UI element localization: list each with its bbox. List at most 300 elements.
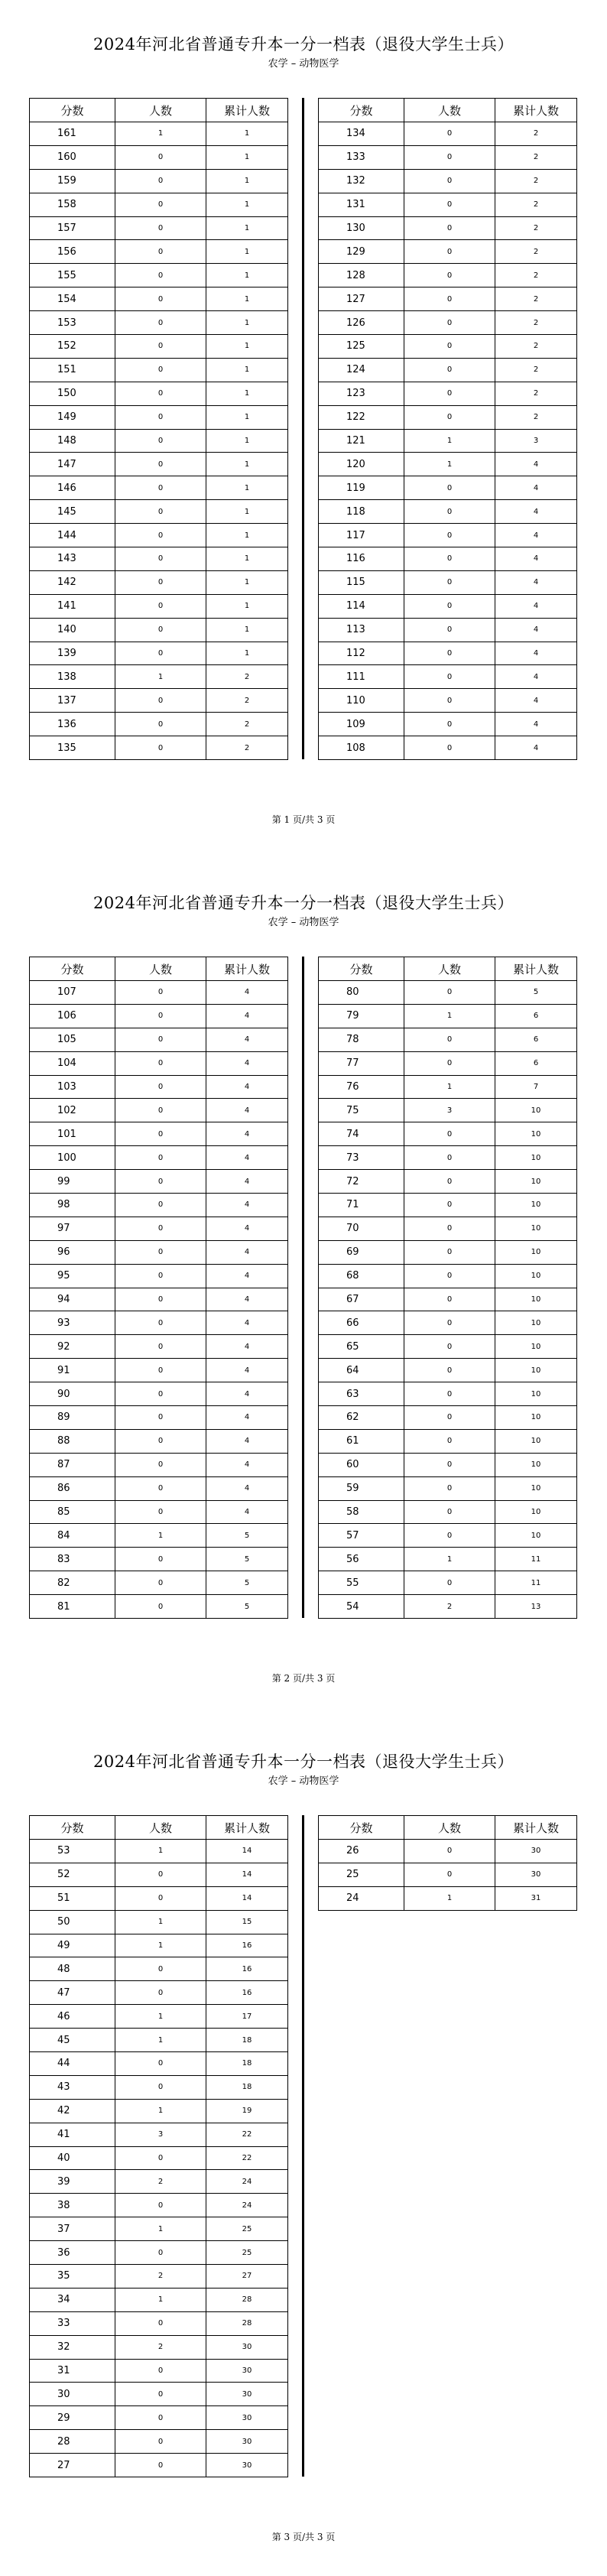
table-row [30, 1406, 288, 1430]
page-title: 2024年河北省普通专升本一分一档表（退役大学生士兵） [93, 1753, 514, 1771]
cumulative-cell: 4 [495, 570, 577, 594]
cumulative-cell: 30 [206, 2359, 288, 2383]
score-cell: 77 [319, 1051, 404, 1075]
cumulative-header: 累计人数 [206, 1816, 288, 1840]
cumulative-cell: 25 [206, 2217, 288, 2241]
cumulative-header: 累计人数 [206, 99, 288, 122]
table-row [319, 1524, 577, 1548]
count-cell: 0 [404, 169, 495, 193]
count-cell: 2 [404, 1595, 495, 1619]
score-cell: 86 [30, 1476, 115, 1500]
score-cell: 70 [319, 1217, 404, 1240]
table-row [30, 2359, 288, 2383]
cumulative-cell: 1 [206, 145, 288, 169]
table-row [319, 1500, 577, 1524]
score-cell: 112 [319, 642, 404, 665]
table-row [30, 2311, 288, 2335]
score-cell: 158 [30, 193, 115, 216]
table-header-row [30, 1816, 288, 1840]
count-cell: 0 [404, 1028, 495, 1051]
count-cell: 0 [115, 2383, 206, 2406]
cumulative-cell: 10 [495, 1335, 577, 1359]
cumulative-cell: 2 [495, 382, 577, 405]
cumulative-cell: 10 [495, 1500, 577, 1524]
table-row [319, 264, 577, 287]
count-cell: 0 [115, 476, 206, 500]
score-cell: 87 [30, 1453, 115, 1476]
table-row [30, 1004, 288, 1028]
score-cell: 93 [30, 1311, 115, 1335]
score-cell: 84 [30, 1524, 115, 1548]
cumulative-cell: 16 [206, 1957, 288, 1981]
score-cell: 108 [319, 736, 404, 760]
count-cell: 0 [115, 2454, 206, 2477]
table-row [30, 216, 288, 240]
score-cell: 129 [319, 240, 404, 264]
count-cell: 0 [115, 736, 206, 760]
score-cell: 127 [319, 287, 404, 311]
count-cell: 0 [115, 547, 206, 571]
table-row [30, 1099, 288, 1122]
score-cell: 30 [30, 2383, 115, 2406]
count-cell: 0 [404, 1240, 495, 1264]
table-row [30, 500, 288, 524]
cumulative-cell: 5 [495, 981, 577, 1005]
score-cell: 105 [30, 1028, 115, 1051]
table-header-row [319, 99, 577, 122]
score-cell: 140 [30, 618, 115, 642]
count-cell: 0 [404, 405, 495, 429]
table-row [319, 311, 577, 335]
score-cell: 46 [30, 2005, 115, 2029]
table-row [30, 689, 288, 713]
cumulative-cell: 4 [495, 453, 577, 476]
table-row [30, 1595, 288, 1619]
count-header: 人数 [404, 957, 495, 981]
table-row [319, 1264, 577, 1288]
cumulative-cell: 10 [495, 1382, 577, 1406]
cumulative-cell: 4 [206, 1099, 288, 1122]
table-row [30, 1910, 288, 1934]
score-cell: 55 [319, 1571, 404, 1595]
table-row [319, 429, 577, 453]
count-cell: 1 [404, 1548, 495, 1571]
count-cell: 0 [404, 1146, 495, 1170]
table-row [30, 145, 288, 169]
count-cell: 1 [115, 122, 206, 146]
count-cell: 0 [404, 736, 495, 760]
cumulative-cell: 4 [206, 1406, 288, 1430]
cumulative-cell: 28 [206, 2288, 288, 2311]
table-row [319, 642, 577, 665]
count-cell: 1 [115, 1524, 206, 1548]
table-row [319, 1359, 577, 1382]
count-cell: 1 [115, 1910, 206, 1934]
count-cell: 0 [115, 713, 206, 736]
cumulative-cell: 2 [495, 169, 577, 193]
table-row [30, 1500, 288, 1524]
table-row [30, 736, 288, 760]
table-row [30, 524, 288, 547]
count-cell: 0 [404, 618, 495, 642]
score-cell: 82 [30, 1571, 115, 1595]
table-row [30, 2099, 288, 2123]
count-cell: 0 [115, 2241, 206, 2265]
cumulative-cell: 30 [206, 2454, 288, 2477]
score-cell: 59 [319, 1476, 404, 1500]
score-cell: 25 [319, 1863, 404, 1886]
cumulative-cell: 7 [495, 1075, 577, 1099]
cumulative-cell: 22 [206, 2146, 288, 2170]
cumulative-cell: 30 [206, 2406, 288, 2430]
score-cell: 66 [319, 1311, 404, 1335]
cumulative-cell: 1 [206, 335, 288, 359]
score-cell: 154 [30, 287, 115, 311]
score-table-left [29, 957, 288, 1619]
count-cell: 0 [404, 335, 495, 359]
score-cell: 61 [319, 1429, 404, 1453]
cumulative-cell: 5 [206, 1548, 288, 1571]
table-row [30, 2288, 288, 2311]
cumulative-cell: 1 [206, 618, 288, 642]
cumulative-cell: 1 [206, 453, 288, 476]
score-cell: 103 [30, 1075, 115, 1099]
score-cell: 117 [319, 524, 404, 547]
count-cell: 0 [115, 264, 206, 287]
count-cell: 1 [115, 2029, 206, 2052]
table-row [30, 1476, 288, 1500]
score-cell: 126 [319, 311, 404, 335]
cumulative-cell: 10 [495, 1217, 577, 1240]
score-cell: 42 [30, 2099, 115, 2123]
count-cell: 0 [115, 1382, 206, 1406]
table-row [319, 1004, 577, 1028]
table-row [30, 2454, 288, 2477]
table-row [319, 335, 577, 359]
table-row [319, 145, 577, 169]
count-cell: 0 [115, 1075, 206, 1099]
count-cell: 0 [404, 594, 495, 618]
count-cell: 0 [115, 1595, 206, 1619]
score-cell: 88 [30, 1429, 115, 1453]
column-divider [302, 957, 304, 1618]
score-cell: 73 [319, 1146, 404, 1170]
table-row [30, 2052, 288, 2076]
count-cell: 0 [404, 193, 495, 216]
score-cell: 37 [30, 2217, 115, 2241]
table-row [30, 1122, 288, 1146]
table-row [30, 1194, 288, 1217]
score-table-left [29, 1815, 288, 2477]
score-table-left [29, 98, 288, 760]
cumulative-cell: 4 [206, 1264, 288, 1288]
table-row [319, 1886, 577, 1910]
score-cell: 143 [30, 547, 115, 571]
count-cell: 0 [404, 665, 495, 689]
count-cell: 0 [404, 1170, 495, 1194]
score-cell: 92 [30, 1335, 115, 1359]
score-cell: 152 [30, 335, 115, 359]
score-header: 分数 [319, 957, 404, 981]
table-row [319, 1288, 577, 1311]
count-cell: 0 [404, 287, 495, 311]
count-cell: 1 [115, 1934, 206, 1957]
score-cell: 24 [319, 1886, 404, 1910]
cumulative-cell: 4 [495, 476, 577, 500]
count-cell: 1 [404, 1886, 495, 1910]
table-row [30, 1051, 288, 1075]
cumulative-cell: 4 [495, 713, 577, 736]
table-row [30, 1311, 288, 1335]
score-cell: 83 [30, 1548, 115, 1571]
count-cell: 0 [115, 335, 206, 359]
cumulative-cell: 6 [495, 1028, 577, 1051]
score-cell: 99 [30, 1170, 115, 1194]
score-cell: 51 [30, 1886, 115, 1910]
count-cell: 0 [115, 1051, 206, 1075]
score-cell: 33 [30, 2311, 115, 2335]
cumulative-cell: 2 [206, 665, 288, 689]
table-row [30, 2075, 288, 2099]
count-cell: 0 [115, 1240, 206, 1264]
score-cell: 157 [30, 216, 115, 240]
score-cell: 114 [319, 594, 404, 618]
table-row [30, 594, 288, 618]
table-row [30, 1264, 288, 1288]
count-cell: 0 [115, 145, 206, 169]
cumulative-cell: 10 [495, 1170, 577, 1194]
count-cell: 1 [404, 429, 495, 453]
count-cell: 0 [115, 618, 206, 642]
score-cell: 116 [319, 547, 404, 571]
table-row [30, 240, 288, 264]
table-row [30, 1548, 288, 1571]
score-cell: 138 [30, 665, 115, 689]
count-cell: 0 [115, 1548, 206, 1571]
score-cell: 67 [319, 1288, 404, 1311]
cumulative-cell: 2 [495, 193, 577, 216]
cumulative-cell: 10 [495, 1264, 577, 1288]
cumulative-cell: 10 [495, 1122, 577, 1146]
score-cell: 113 [319, 618, 404, 642]
count-cell: 0 [115, 216, 206, 240]
score-cell: 159 [30, 169, 115, 193]
cumulative-cell: 10 [495, 1194, 577, 1217]
table-header-row [319, 957, 577, 981]
table-row [30, 2146, 288, 2170]
count-cell: 0 [404, 1217, 495, 1240]
table-row [319, 1382, 577, 1406]
score-cell: 161 [30, 122, 115, 146]
count-cell: 0 [404, 145, 495, 169]
score-cell: 119 [319, 476, 404, 500]
cumulative-cell: 5 [206, 1595, 288, 1619]
score-cell: 139 [30, 642, 115, 665]
cumulative-cell: 1 [206, 405, 288, 429]
cumulative-cell: 10 [495, 1099, 577, 1122]
cumulative-cell: 14 [206, 1863, 288, 1886]
table-row [30, 1453, 288, 1476]
score-cell: 63 [319, 1382, 404, 1406]
score-cell: 47 [30, 1981, 115, 2005]
table-row [30, 264, 288, 287]
table-row [30, 1863, 288, 1886]
cumulative-cell: 4 [206, 1240, 288, 1264]
count-cell: 0 [404, 1571, 495, 1595]
cumulative-cell: 10 [495, 1311, 577, 1335]
count-cell: 0 [404, 1359, 495, 1382]
score-cell: 128 [319, 264, 404, 287]
cumulative-cell: 4 [206, 1311, 288, 1335]
score-cell: 40 [30, 2146, 115, 2170]
cumulative-cell: 1 [206, 311, 288, 335]
table-row [319, 1335, 577, 1359]
cumulative-cell: 1 [206, 264, 288, 287]
count-cell: 0 [115, 2311, 206, 2335]
table-row [30, 1170, 288, 1194]
table-row [30, 618, 288, 642]
count-cell: 0 [115, 1406, 206, 1430]
table-row [30, 1840, 288, 1863]
score-table-right [318, 957, 577, 1619]
score-cell: 124 [319, 358, 404, 382]
cumulative-cell: 10 [495, 1453, 577, 1476]
count-cell: 0 [115, 358, 206, 382]
count-cell: 0 [115, 1099, 206, 1122]
count-cell: 0 [115, 500, 206, 524]
cumulative-cell: 16 [206, 1934, 288, 1957]
count-cell: 1 [115, 665, 206, 689]
table-row [30, 405, 288, 429]
count-cell: 1 [115, 2217, 206, 2241]
score-cell: 26 [319, 1840, 404, 1863]
score-cell: 102 [30, 1099, 115, 1122]
count-cell: 0 [115, 2359, 206, 2383]
count-cell: 0 [404, 1406, 495, 1430]
score-cell: 106 [30, 1004, 115, 1028]
page-footer: 第 1 页/共 3 页 [271, 814, 336, 825]
count-cell: 0 [115, 1311, 206, 1335]
table-header-row [30, 957, 288, 981]
cumulative-cell: 3 [495, 429, 577, 453]
table-row [30, 382, 288, 405]
table-row [319, 122, 577, 146]
score-cell: 120 [319, 453, 404, 476]
count-cell: 0 [115, 1217, 206, 1240]
count-cell: 0 [115, 429, 206, 453]
count-cell: 0 [404, 981, 495, 1005]
cumulative-cell: 18 [206, 2029, 288, 2052]
count-cell: 1 [115, 2099, 206, 2123]
cumulative-cell: 2 [495, 335, 577, 359]
count-cell: 0 [404, 1122, 495, 1146]
score-cell: 27 [30, 2454, 115, 2477]
table-row [30, 981, 288, 1005]
table-row [319, 453, 577, 476]
score-cell: 50 [30, 1910, 115, 1934]
count-cell: 0 [115, 1170, 206, 1194]
score-cell: 133 [319, 145, 404, 169]
score-cell: 123 [319, 382, 404, 405]
table-row [319, 1571, 577, 1595]
table-row [319, 524, 577, 547]
table-header-row [30, 99, 288, 122]
cumulative-cell: 2 [495, 264, 577, 287]
cumulative-cell: 1 [206, 287, 288, 311]
count-cell: 0 [115, 1288, 206, 1311]
cumulative-cell: 13 [495, 1595, 577, 1619]
count-cell: 0 [115, 594, 206, 618]
table-row [319, 1170, 577, 1194]
count-cell: 0 [404, 1524, 495, 1548]
score-cell: 45 [30, 2029, 115, 2052]
table-row [30, 2335, 288, 2359]
count-cell: 0 [115, 240, 206, 264]
score-cell: 101 [30, 1122, 115, 1146]
score-cell: 76 [319, 1075, 404, 1099]
score-cell: 72 [319, 1170, 404, 1194]
page-title: 2024年河北省普通专升本一分一档表（退役大学生士兵） [93, 894, 514, 912]
score-cell: 41 [30, 2123, 115, 2146]
cumulative-cell: 4 [495, 689, 577, 713]
score-cell: 160 [30, 145, 115, 169]
count-cell: 0 [115, 2075, 206, 2099]
count-cell: 0 [404, 264, 495, 287]
count-cell: 1 [404, 1004, 495, 1028]
table-row [319, 713, 577, 736]
score-cell: 52 [30, 1863, 115, 1886]
cumulative-cell: 1 [206, 122, 288, 146]
count-cell: 0 [115, 2052, 206, 2076]
cumulative-cell: 4 [495, 524, 577, 547]
cumulative-cell: 1 [206, 169, 288, 193]
table-row [30, 1957, 288, 1981]
score-cell: 109 [319, 713, 404, 736]
score-cell: 107 [30, 981, 115, 1005]
table-row [30, 2029, 288, 2052]
score-cell: 58 [319, 1500, 404, 1524]
cumulative-cell: 2 [495, 145, 577, 169]
table-row [30, 665, 288, 689]
cumulative-cell: 4 [206, 981, 288, 1005]
score-cell: 90 [30, 1382, 115, 1406]
count-header: 人数 [404, 1816, 495, 1840]
cumulative-cell: 27 [206, 2265, 288, 2289]
count-cell: 0 [115, 1359, 206, 1382]
table-row [319, 1863, 577, 1886]
count-cell: 0 [115, 2430, 206, 2454]
column-divider [302, 1815, 304, 2477]
cumulative-cell: 30 [495, 1840, 577, 1863]
cumulative-cell: 4 [206, 1500, 288, 1524]
score-cell: 49 [30, 1934, 115, 1957]
count-cell: 1 [404, 453, 495, 476]
count-cell: 0 [404, 476, 495, 500]
count-cell: 0 [404, 1453, 495, 1476]
table-row [30, 1288, 288, 1311]
table-row [30, 453, 288, 476]
table-row [319, 570, 577, 594]
count-cell: 0 [115, 1476, 206, 1500]
cumulative-cell: 4 [495, 500, 577, 524]
table-row [319, 689, 577, 713]
score-cell: 132 [319, 169, 404, 193]
score-cell: 142 [30, 570, 115, 594]
count-cell: 0 [404, 713, 495, 736]
cumulative-cell: 4 [206, 1453, 288, 1476]
count-cell: 0 [404, 1051, 495, 1075]
score-cell: 130 [319, 216, 404, 240]
